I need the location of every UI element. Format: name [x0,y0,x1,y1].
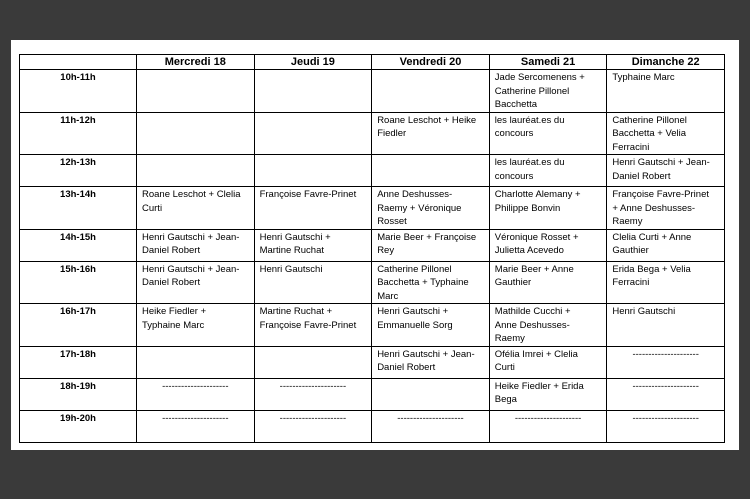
time-slot-label: 15h-16h [20,261,137,304]
empty-slot-dashes: --------------------- [254,410,372,442]
empty-slot-dashes: --------------------- [607,410,725,442]
cell-text-line: Raemy [612,216,643,227]
schedule-cell [254,187,372,230]
schedule-cell [372,70,490,113]
empty-slot-dashes: --------------------- [254,378,372,410]
cell-text-line: Marc [377,290,399,302]
time-slot-label: 18h-19h [20,378,137,410]
empty-slot-dashes: --------------------- [137,378,255,410]
cell-text-line: Rosset [377,216,407,227]
day-header: Jeudi 19 [254,55,372,70]
schedule-cell [607,70,725,113]
cell-text-line: Marie Beer + Françoise [377,231,477,243]
schedule-cell [372,187,490,230]
schedule-cell [137,112,255,155]
time-slot-label: 14h-15h [20,229,137,261]
cell-text-line: Henri Gautschi + Jean- [142,231,240,243]
cell-text-line: Catherine Pillonel [377,263,452,275]
cell-text-line: Ferracini [612,141,650,153]
cell-text-line: Heike Fiedler + [142,306,207,317]
schedule-cell [254,346,372,378]
cell-text-line: Daniel Robert [142,277,201,288]
time-slot-label: 10h-11h [20,70,137,113]
empty-slot-dashes: --------------------- [607,346,725,378]
table-row [20,112,725,155]
cell-text-line: Françoise Favre-Prinet [612,189,709,200]
table-row [20,378,725,410]
schedule-cell [607,155,725,187]
cell-text-line: Anne Deshusses- [494,319,570,331]
cell-text-line: Clelia Curti + Anne [612,231,692,243]
cell-text-line: Jade Sercomenens + [494,72,585,83]
schedule-cell [254,261,372,304]
cell-text-line: Catherine Pillonel [612,114,687,126]
day-header: Samedi 21 [489,55,607,70]
schedule-cell [372,304,490,347]
schedule-cell [137,187,255,230]
document-page [11,40,739,450]
cell-text-line: Rey [377,245,395,256]
cell-text-line: Anne Deshusses- [377,189,453,200]
cell-text-line: Philippe Bonvin [494,202,561,214]
cell-text-line: Daniel Robert [377,362,436,373]
cell-text-line: Fiedler [377,128,407,139]
cell-text-line: Bacchetta + Velia [612,128,687,139]
empty-slot-dashes: --------------------- [137,410,255,442]
cell-text-line: Henri Gautschi + [377,306,449,317]
schedule-cell [254,229,372,261]
schedule-cell [254,112,372,155]
schedule-cell [607,112,725,155]
schedule-table [19,54,725,443]
cell-text-line: Henri Gautschi + [259,231,331,243]
header-row [20,55,725,70]
cell-text-line: Marie Beer + Anne [494,263,574,275]
time-slot-label: 12h-13h [20,155,137,187]
cell-text-line: Catherine Pillonel [494,85,570,97]
cell-text-line: Françoise Favre-Prinet [259,319,357,331]
cell-text-line: Raemy + Véronique [377,202,462,214]
cell-text-line: Heike Fiedler + Erida [494,380,584,392]
time-slot-label: 17h-18h [20,346,137,378]
schedule-cell [254,155,372,187]
schedule-cell [372,261,490,304]
schedule-cell [489,304,607,347]
cell-text-line: Julietta Acevedo [494,245,564,256]
cell-text-line: Véronique Rosset + [494,231,579,243]
cell-text-line: Bega [494,394,517,405]
schedule-cell [372,229,490,261]
cell-text-line: Henri Gautschi + Jean- [377,348,475,360]
schedule-cell [489,70,607,113]
cell-text-line: Gauthier [612,245,649,256]
cell-text-line: Ferracini [612,277,650,288]
empty-slot-dashes: --------------------- [372,410,490,442]
table-row [20,155,725,187]
schedule-cell [137,229,255,261]
table-row [20,346,725,378]
cell-text-line: Ofélia Imrei + Clelia [494,348,578,360]
schedule-cell [372,346,490,378]
schedule-cell [607,304,725,347]
schedule-cell [137,346,255,378]
table-row [20,304,725,347]
schedule-cell [489,229,607,261]
schedule-cell [489,112,607,155]
empty-slot-dashes: --------------------- [489,410,607,442]
empty-slot-dashes: --------------------- [607,378,725,410]
schedule-cell [489,261,607,304]
day-header: Dimanche 22 [607,55,725,70]
cell-text-line: concours [494,170,534,182]
cell-text-line: Roane Leschot + Clelia [142,189,241,200]
table-row [20,229,725,261]
table-row [20,410,725,442]
cell-text-line: Bacchetta [494,99,538,110]
schedule-cell [607,261,725,304]
time-slot-label: 13h-14h [20,187,137,230]
header-corner [20,55,137,70]
day-header: Mercredi 18 [137,55,255,70]
schedule-cell [254,70,372,113]
time-slot-label: 19h-20h [20,410,137,442]
cell-text-line: concours [494,128,534,139]
cell-text-line: Typhaine Marc [612,72,675,83]
schedule-body [20,70,725,443]
cell-text-line: Curti [494,362,515,373]
cell-text-line: Mathilde Cucchi + [494,306,571,317]
table-row [20,70,725,113]
schedule-cell [372,378,490,410]
cell-text-line: Martine Ruchat + [259,306,333,317]
time-slot-label: 11h-12h [20,112,137,155]
cell-text-line: Henri Gautschi + Jean- [612,157,710,168]
cell-text-line: Daniel Robert [142,245,201,256]
schedule-cell [137,155,255,187]
time-slot-label: 16h-17h [20,304,137,347]
table-row [20,187,725,230]
cell-text-line: Typhaine Marc [142,319,205,331]
schedule-cell [489,187,607,230]
cell-text-line: + Anne Deshusses- [612,202,696,214]
schedule-cell [489,155,607,187]
cell-text-line: Daniel Robert [612,170,671,182]
cell-text-line: les lauréat.es du [494,114,565,126]
schedule-cell [607,187,725,230]
cell-text-line: Henri Gautschi + Jean- [142,263,240,275]
cell-text-line: Charlotte Alemany + [494,189,581,200]
schedule-cell [137,261,255,304]
cell-text-line: Raemy [494,333,525,344]
cell-text-line: les lauréat.es du [494,157,565,168]
schedule-cell [372,155,490,187]
schedule-cell [254,304,372,347]
schedule-cell [137,70,255,113]
schedule-cell [137,304,255,347]
schedule-cell [372,112,490,155]
cell-text-line: Gauthier [494,277,532,288]
cell-text-line: Henri Gautschi [612,306,676,317]
cell-text-line: Emmanuelle Sorg [377,319,453,331]
cell-text-line: Henri Gautschi [259,263,323,275]
cell-text-line: Curti [142,202,163,214]
day-header: Vendredi 20 [372,55,490,70]
cell-text-line: Erida Bega + Velia [612,263,691,275]
cell-text-line: Roane Leschot + Heike [377,114,477,126]
cell-text-line: Bacchetta + Typhaine [377,277,469,288]
cell-text-line: Françoise Favre-Prinet [259,189,357,200]
schedule-cell [489,346,607,378]
cell-text-line: Martine Ruchat [259,245,325,256]
schedule-cell [607,229,725,261]
schedule-cell [489,378,607,410]
table-row [20,261,725,304]
